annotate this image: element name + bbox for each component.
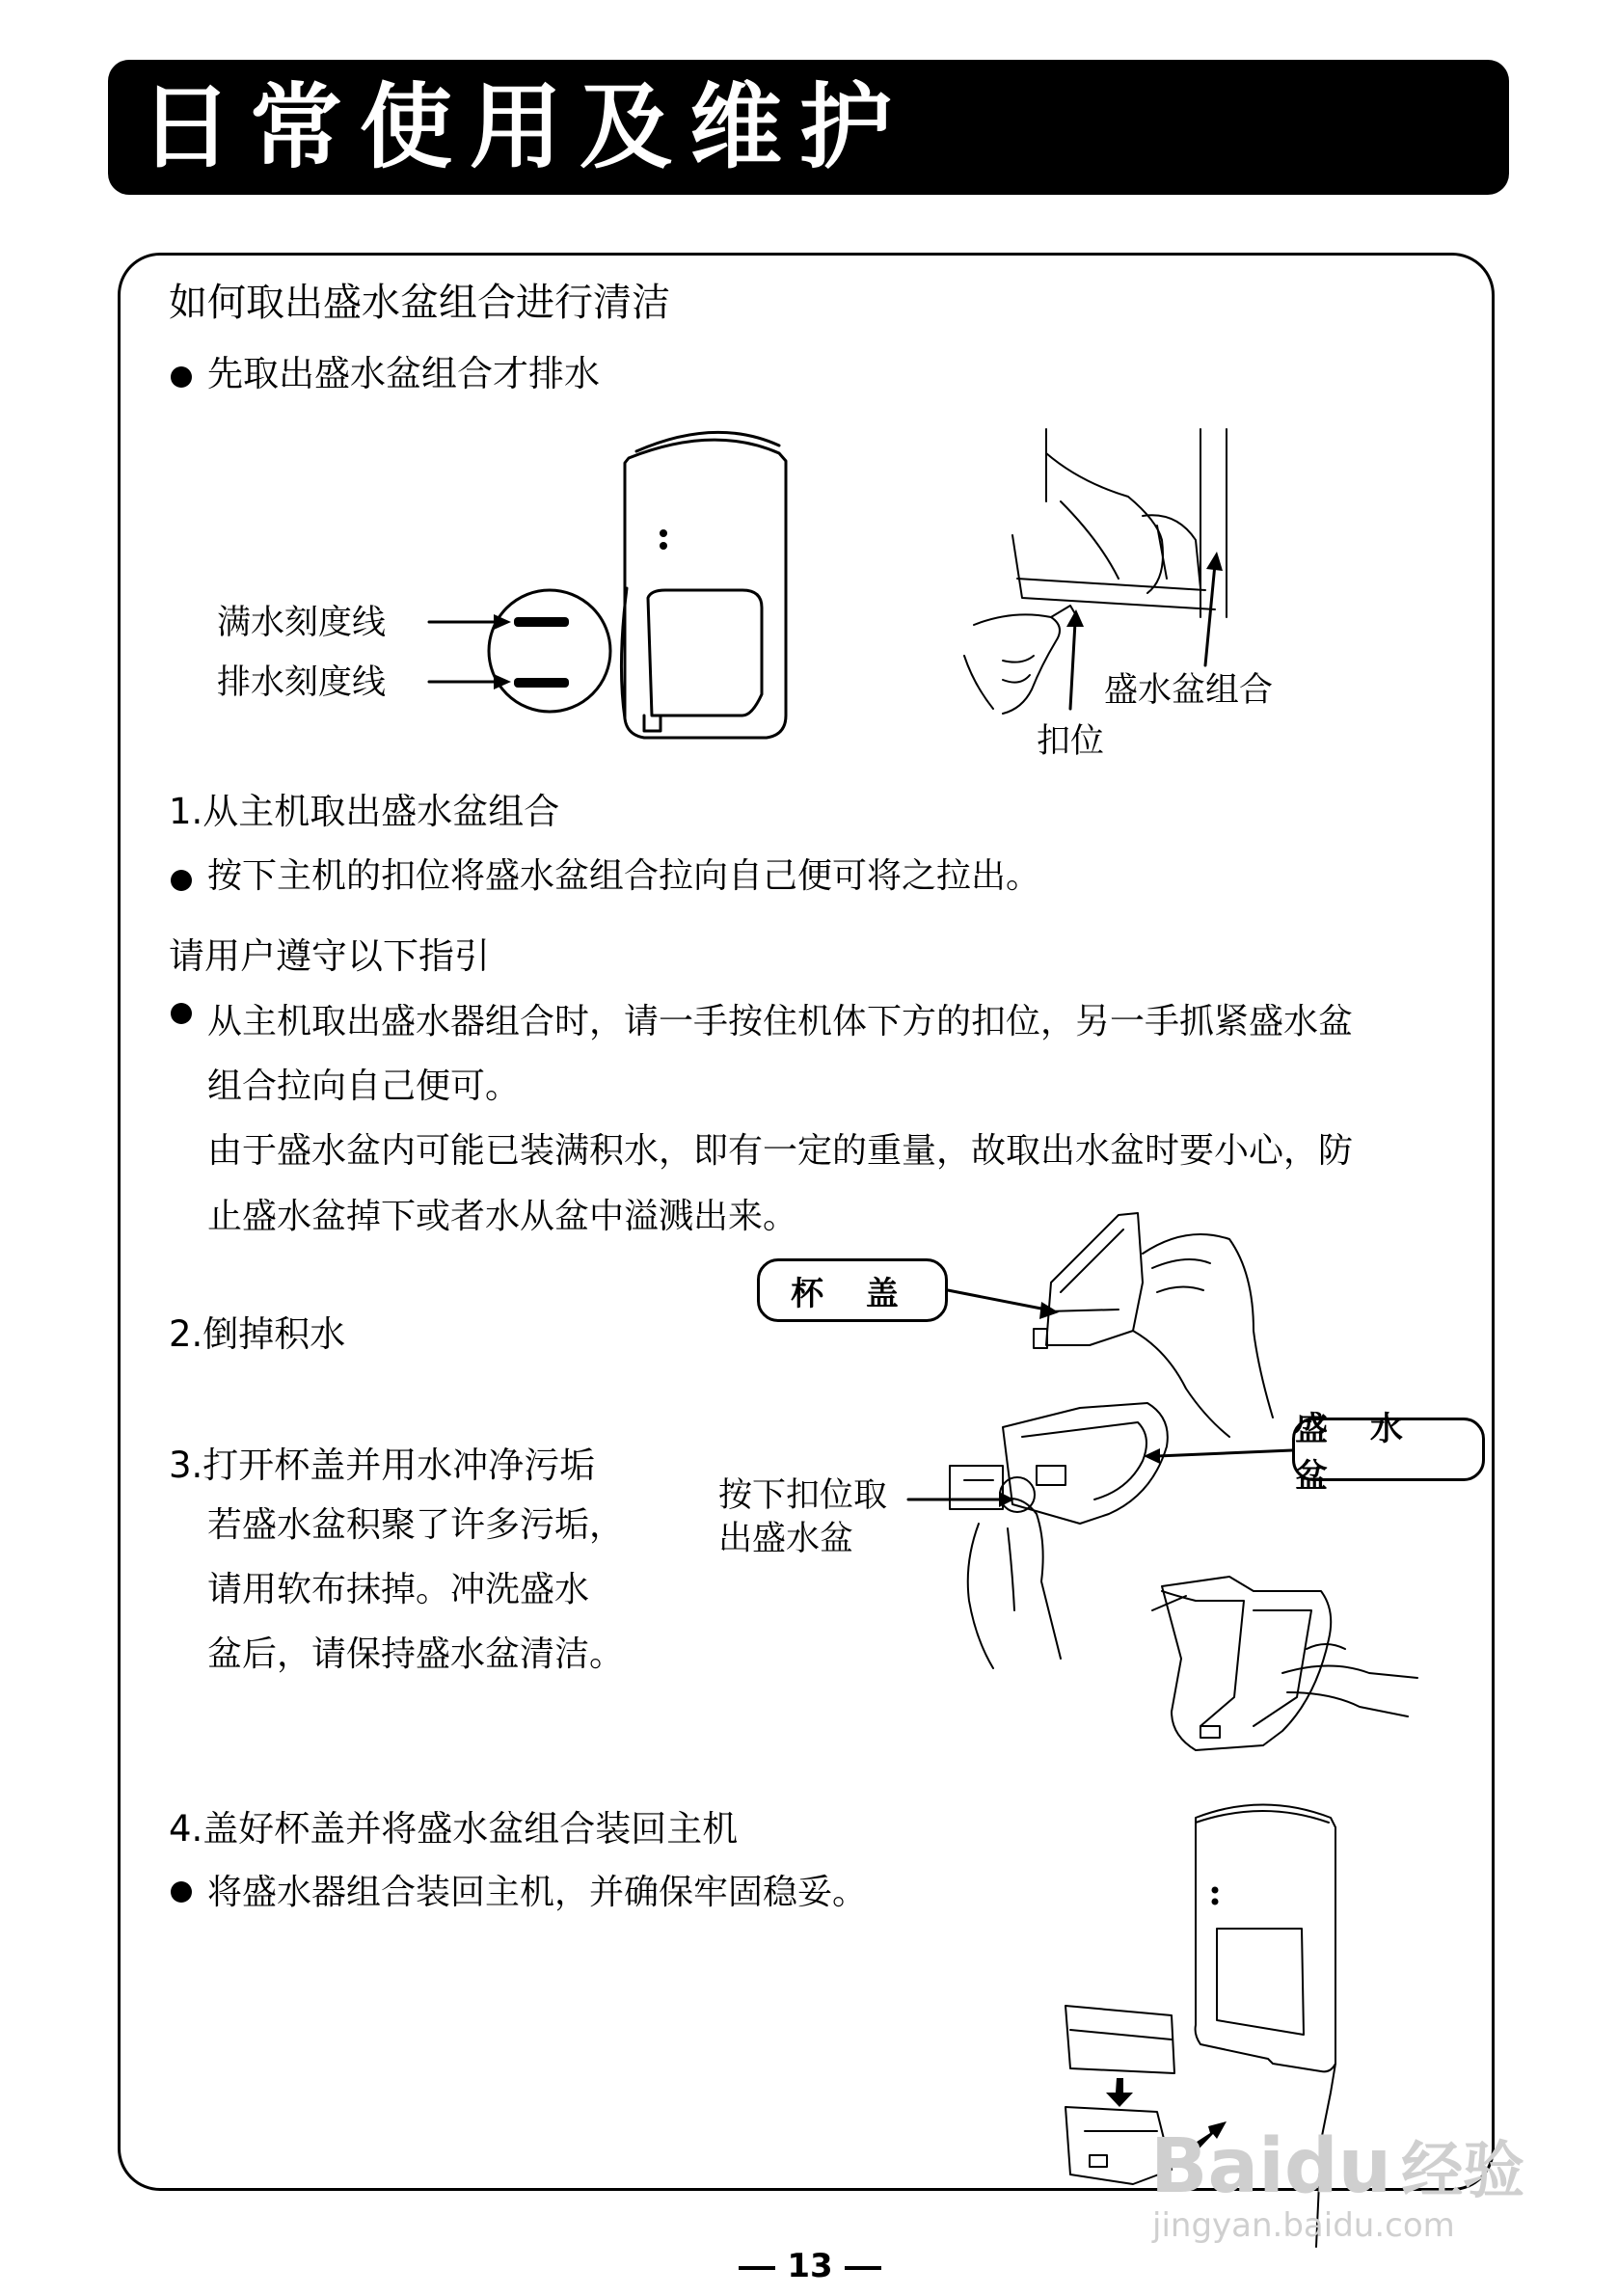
intro-bullet-text: 先取出盛水盆组合才排水 — [207, 353, 600, 394]
step1-bullet-text: 按下主机的扣位将盛水盆组合拉向自己便可将之拉出。 — [207, 856, 1041, 896]
label-water-basin: 盛 水 盆 — [1292, 1418, 1485, 1481]
watermark-url: jingyan.baidu.com — [1152, 2206, 1455, 2245]
page-number — [738, 2247, 882, 2285]
page-number-value: 13 — [787, 2247, 833, 2285]
guidelines-heading: 请用户遵守以下指引 — [169, 935, 490, 977]
guideline-line-1: 从主机取出盛水器组合时，请一手按住机体下方的扣位，另一手抓紧盛水盆 — [207, 1002, 1354, 1041]
label-full-water-line: 满水刻度线 — [217, 604, 387, 642]
step3-line-3: 盆后，请保持盛水盆清洁。 — [207, 1634, 625, 1674]
label-drain-water-line: 排水刻度线 — [217, 663, 387, 702]
section-heading: 如何取出盛水盆组合进行清洁 — [169, 281, 670, 325]
guideline-line-4: 止盛水盆掉下或者水从盆中溢溅出来。 — [207, 1197, 798, 1236]
step4-bullet-text: 将盛水器组合装回主机，并确保牢固稳妥。 — [207, 1873, 868, 1912]
step4-heading: 4.盖好杯盖并将盛水盆组合装回主机 — [169, 1808, 739, 1850]
step2-heading: 2.倒掉积水 — [169, 1313, 346, 1355]
step3-heading: 3.打开杯盖并用水冲净污垢 — [169, 1445, 596, 1486]
dash-icon — [739, 2266, 775, 2270]
dash-icon — [845, 2266, 881, 2270]
label-press-latch-1: 按下扣位取 — [718, 1476, 888, 1515]
label-press-latch-2: 出盛水盆 — [718, 1520, 854, 1558]
step1-heading: 1.从主机取出盛水盆组合 — [169, 791, 560, 832]
guideline-line-2: 组合拉向自己便可。 — [207, 1067, 521, 1106]
label-latch: 扣位 — [1037, 722, 1105, 761]
label-cup-cover: 杯 盖 — [757, 1258, 948, 1322]
step3-line-1: 若盛水盆积聚了许多污垢， — [207, 1505, 625, 1545]
guideline-line-3: 由于盛水盆内可能已装满积水，即有一定的重量，故取出水盆时要小心，防 — [207, 1131, 1354, 1171]
page-title: 日常使用及维护 — [140, 73, 909, 181]
label-tray-assembly: 盛水盆组合 — [1104, 671, 1274, 710]
watermark-logo: Baidu 经验 — [1150, 2123, 1525, 2210]
step3-line-2: 请用软布抹掉。冲洗盛水 — [207, 1570, 590, 1609]
